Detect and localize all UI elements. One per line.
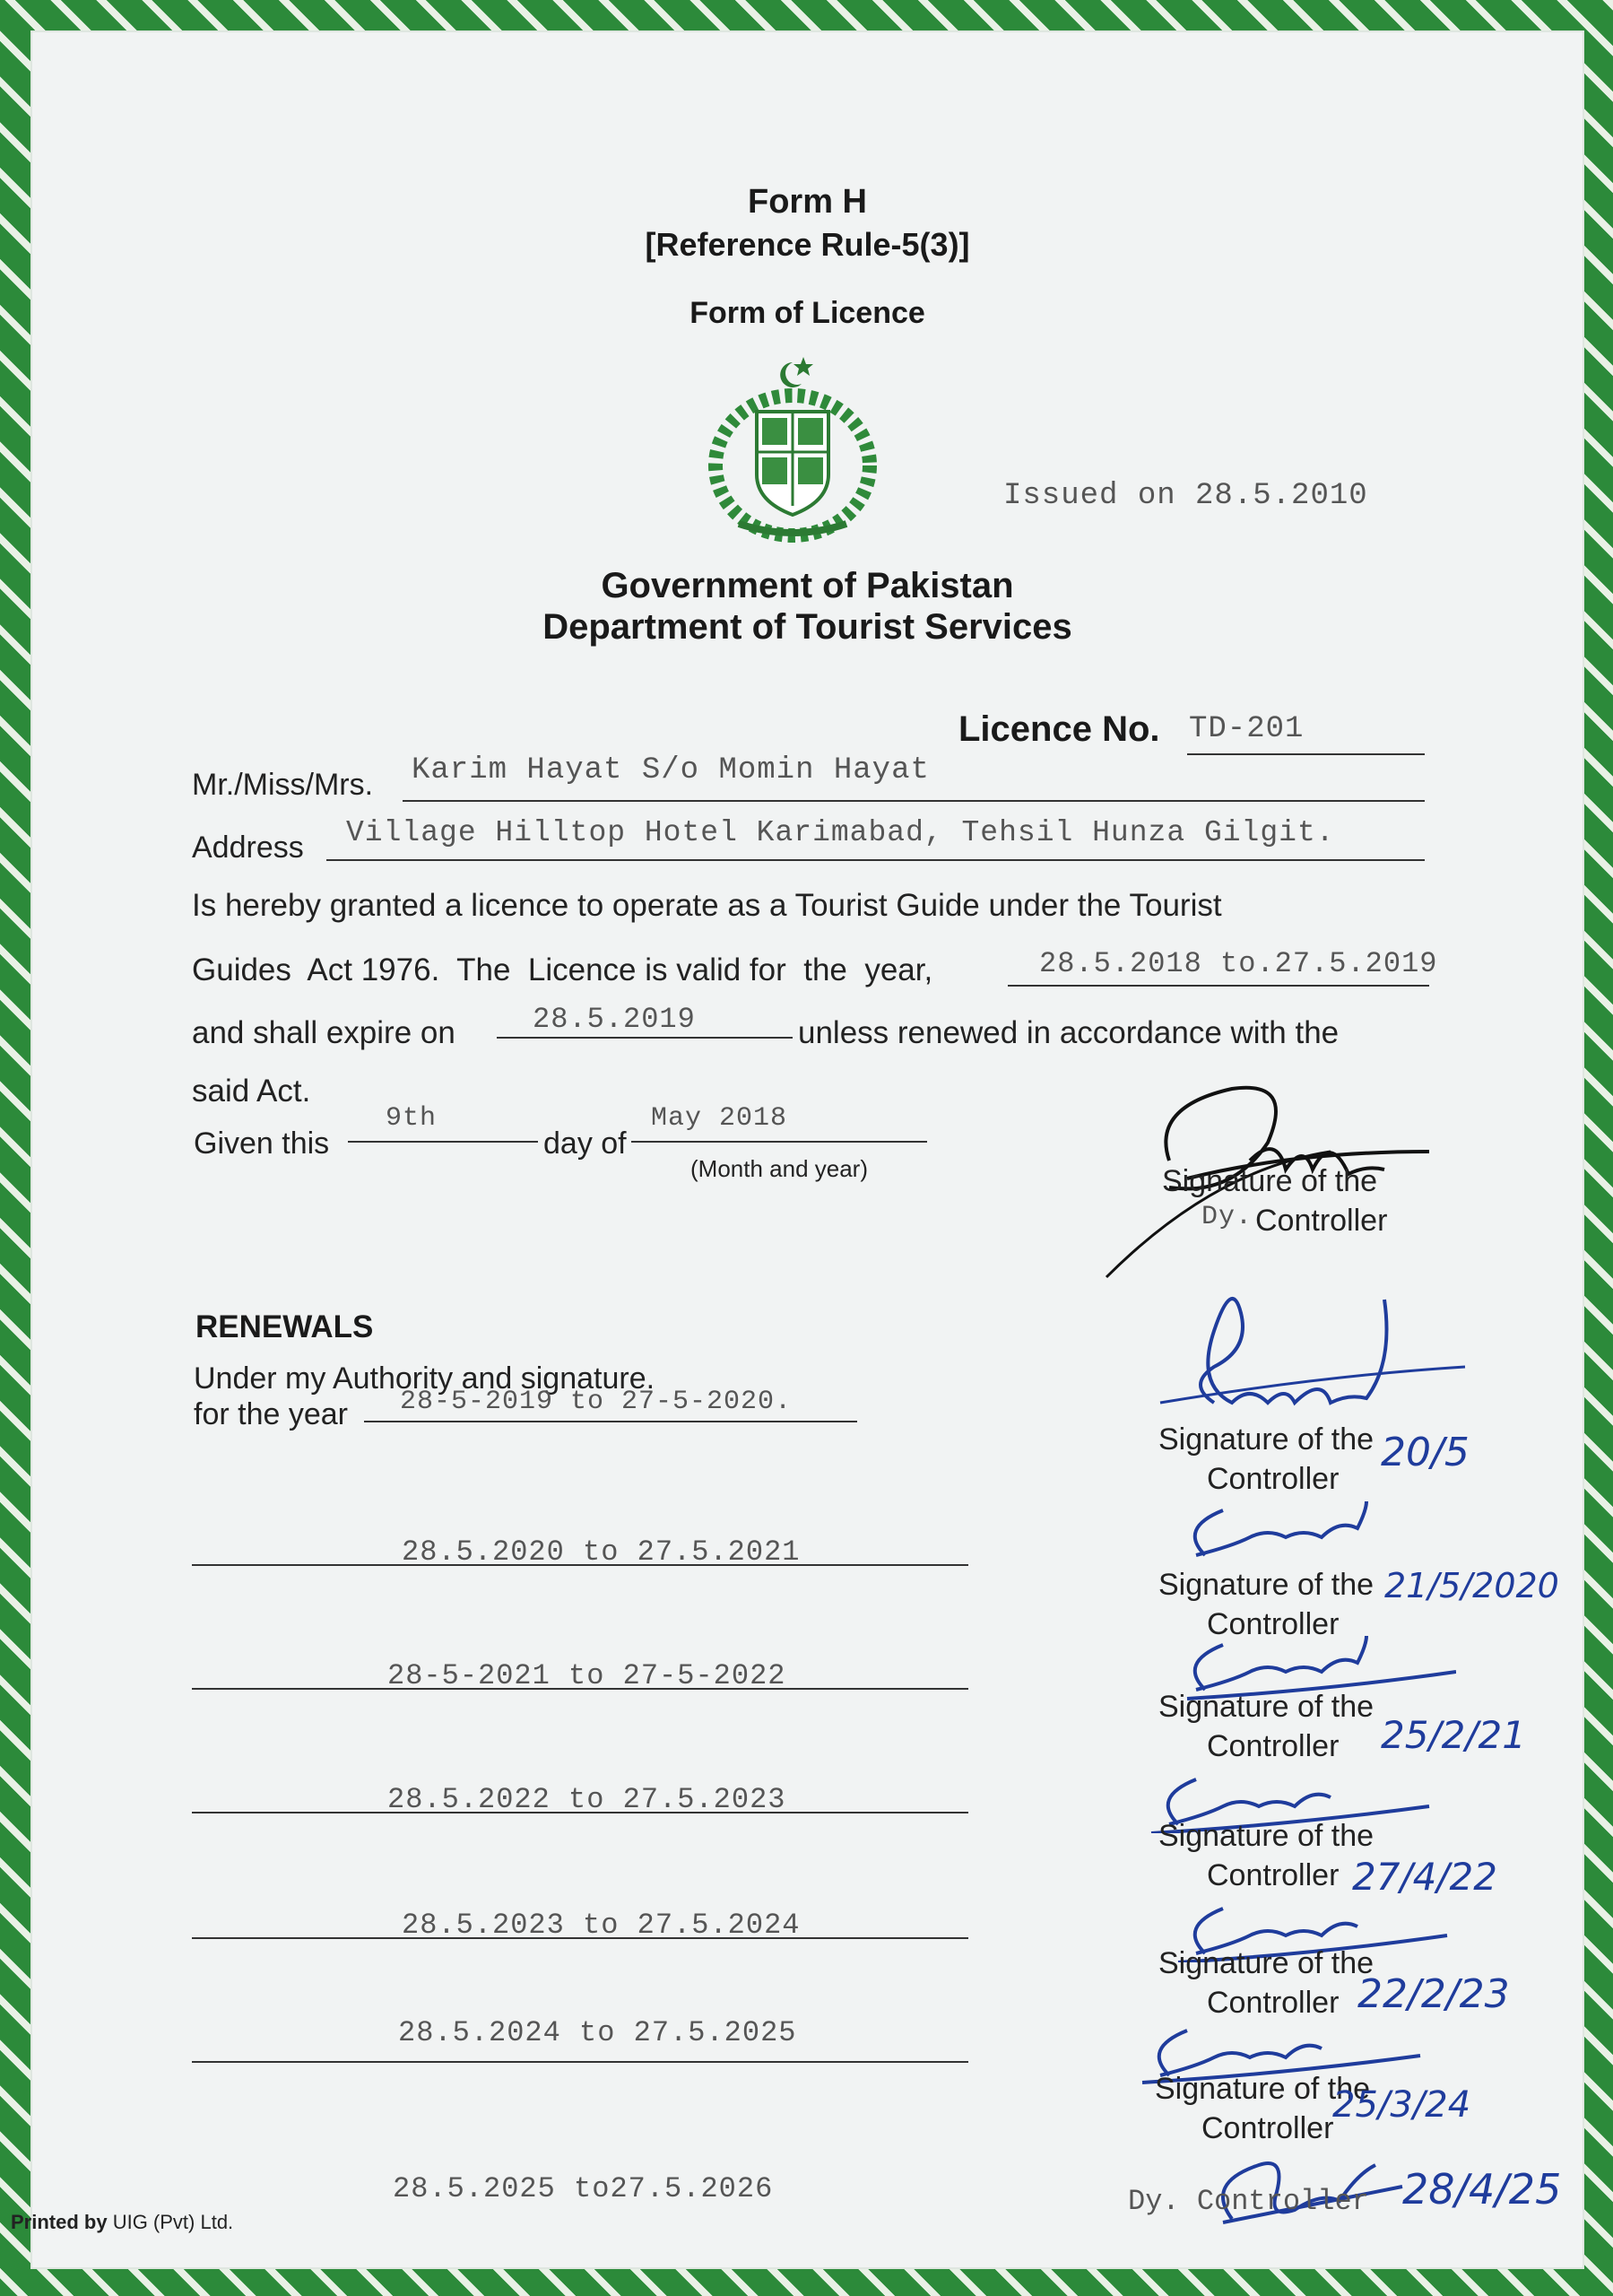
expire-label: and shall expire on [192,1015,455,1050]
valid-year-line [1008,985,1429,987]
printed-by-label: Printed by [11,2211,108,2233]
renewal-sig-label-1: Signature of the [1158,1422,1375,1457]
licensee-address: Village Hilltop Hotel Karimabad, Tehsil Hunza Gilgit. [346,816,1335,849]
renewal-line-1 [364,1421,857,1422]
given-label: Given this [194,1126,330,1161]
expire-line [497,1037,793,1039]
state-emblem-icon [703,344,882,551]
renewal-sig-label-5: Signature of the [1158,1946,1375,1980]
valid-year: 28.5.2018 to.27.5.2019 [1039,947,1438,980]
renewal-sig-controller-2: Controller [1207,1607,1340,1641]
month-year-hint: (Month and year) [690,1155,868,1182]
sig-dy: Dy. [1201,1202,1253,1232]
address-line [326,859,1425,861]
renewal-line-6 [192,2061,968,2063]
department-title: Department of Tourist Services [542,607,1072,647]
renewal-sig-controller-5: Controller [1207,1986,1340,2020]
issued-date: Issued on 28.5.2010 [1003,479,1368,513]
given-day-line [348,1141,538,1143]
grant-text-1: Is hereby granted a licence to operate as a Tourist Guide under the Tourist [192,888,1222,923]
renewal-entry-1: 28-5-2019 to 27-5-2020. [400,1387,793,1417]
final-dy-controller: Dy. Controller [1128,2185,1369,2218]
licence-number: TD-201 [1189,712,1305,746]
for-year-label: for the year [194,1397,348,1431]
government-title: Government of Pakistan [601,566,1014,605]
renewal-entry-2: 28.5.2020 to 27.5.2021 [402,1535,801,1569]
licence-no-line [1187,753,1425,755]
renewal-sig-label-3: Signature of the [1158,1690,1375,1724]
form-title: Form H [748,183,867,221]
controller-signature-1-icon [1142,1268,1501,1421]
renewal-entry-3: 28-5-2021 to 27-5-2022 [387,1659,786,1692]
renewal-sig-label-6: Signature of the [1155,2072,1371,2106]
renewals-heading: RENEWALS [195,1309,374,1344]
licence-no-label: Licence No. [958,709,1160,749]
renewal-sig-controller-1: Controller [1207,1462,1340,1496]
renewal-sig-controller-6: Controller [1201,2111,1334,2145]
renewal-date-4: 27/4/22 [1352,1855,1497,1899]
renew-text: unless renewed in accordance with the [798,1015,1340,1050]
renewal-date-1: 20/5 [1381,1430,1470,1475]
given-month-year: May 2018 [651,1103,788,1134]
printer-name: UIG (Pvt) Ltd. [112,2211,234,2233]
renewal-date-2: 21/5/2020 [1384,1566,1559,1605]
authority-text: Under my Authority and signature. [194,1361,655,1396]
renewal-date-3: 25/2/21 [1381,1713,1526,1757]
month-year-line [631,1141,927,1143]
licensee-name: Karim Hayat S/o Momin Hayat [412,753,930,787]
printer-credit [11,2211,233,2234]
expire-date: 28.5.2019 [533,1003,696,1036]
sig-label-controller: Controller [1255,1204,1388,1238]
renewal-sig-label-2: Signature of the [1158,1568,1375,1602]
name-line [403,800,1425,802]
name-label: Mr./Miss/Mrs. [192,768,374,802]
form-of-licence: Form of Licence [689,296,925,330]
sig-label-main: Signature of the [1162,1164,1378,1198]
address-label: Address [192,831,304,865]
renewal-entry-7: 28.5.2025 to27.5.2026 [393,2172,774,2205]
renewal-sig-controller-3: Controller [1207,1729,1340,1763]
renewal-sig-controller-4: Controller [1207,1858,1340,1892]
day-of-label: day of [543,1126,627,1161]
renewal-entry-4: 28.5.2022 to 27.5.2023 [387,1783,786,1816]
reference-rule: [Reference Rule-5(3)] [645,226,970,263]
renewal-date-6: 25/3/24 [1332,2084,1471,2126]
renewal-line-3 [192,1688,968,1690]
grant-text-2: Guides Act 1976. The Licence is valid for the year, [192,952,933,987]
renewal-date-5: 22/2/23 [1357,1971,1510,2017]
said-act: said Act. [192,1074,311,1109]
renewal-line-4 [192,1812,968,1813]
renewal-sig-label-4: Signature of the [1158,1819,1375,1853]
renewal-entry-5: 28.5.2023 to 27.5.2024 [402,1909,801,1942]
renewal-line-2 [192,1564,968,1566]
renewal-date-7: 28/4/25 [1402,2165,1562,2213]
renewal-entry-6: 28.5.2024 to 27.5.2025 [398,2016,797,2049]
given-day: 9th [386,1103,438,1134]
controller-signature-2-icon [1169,1501,1438,1573]
renewal-line-5 [192,1937,968,1939]
licence-sheet [30,30,1584,2269]
